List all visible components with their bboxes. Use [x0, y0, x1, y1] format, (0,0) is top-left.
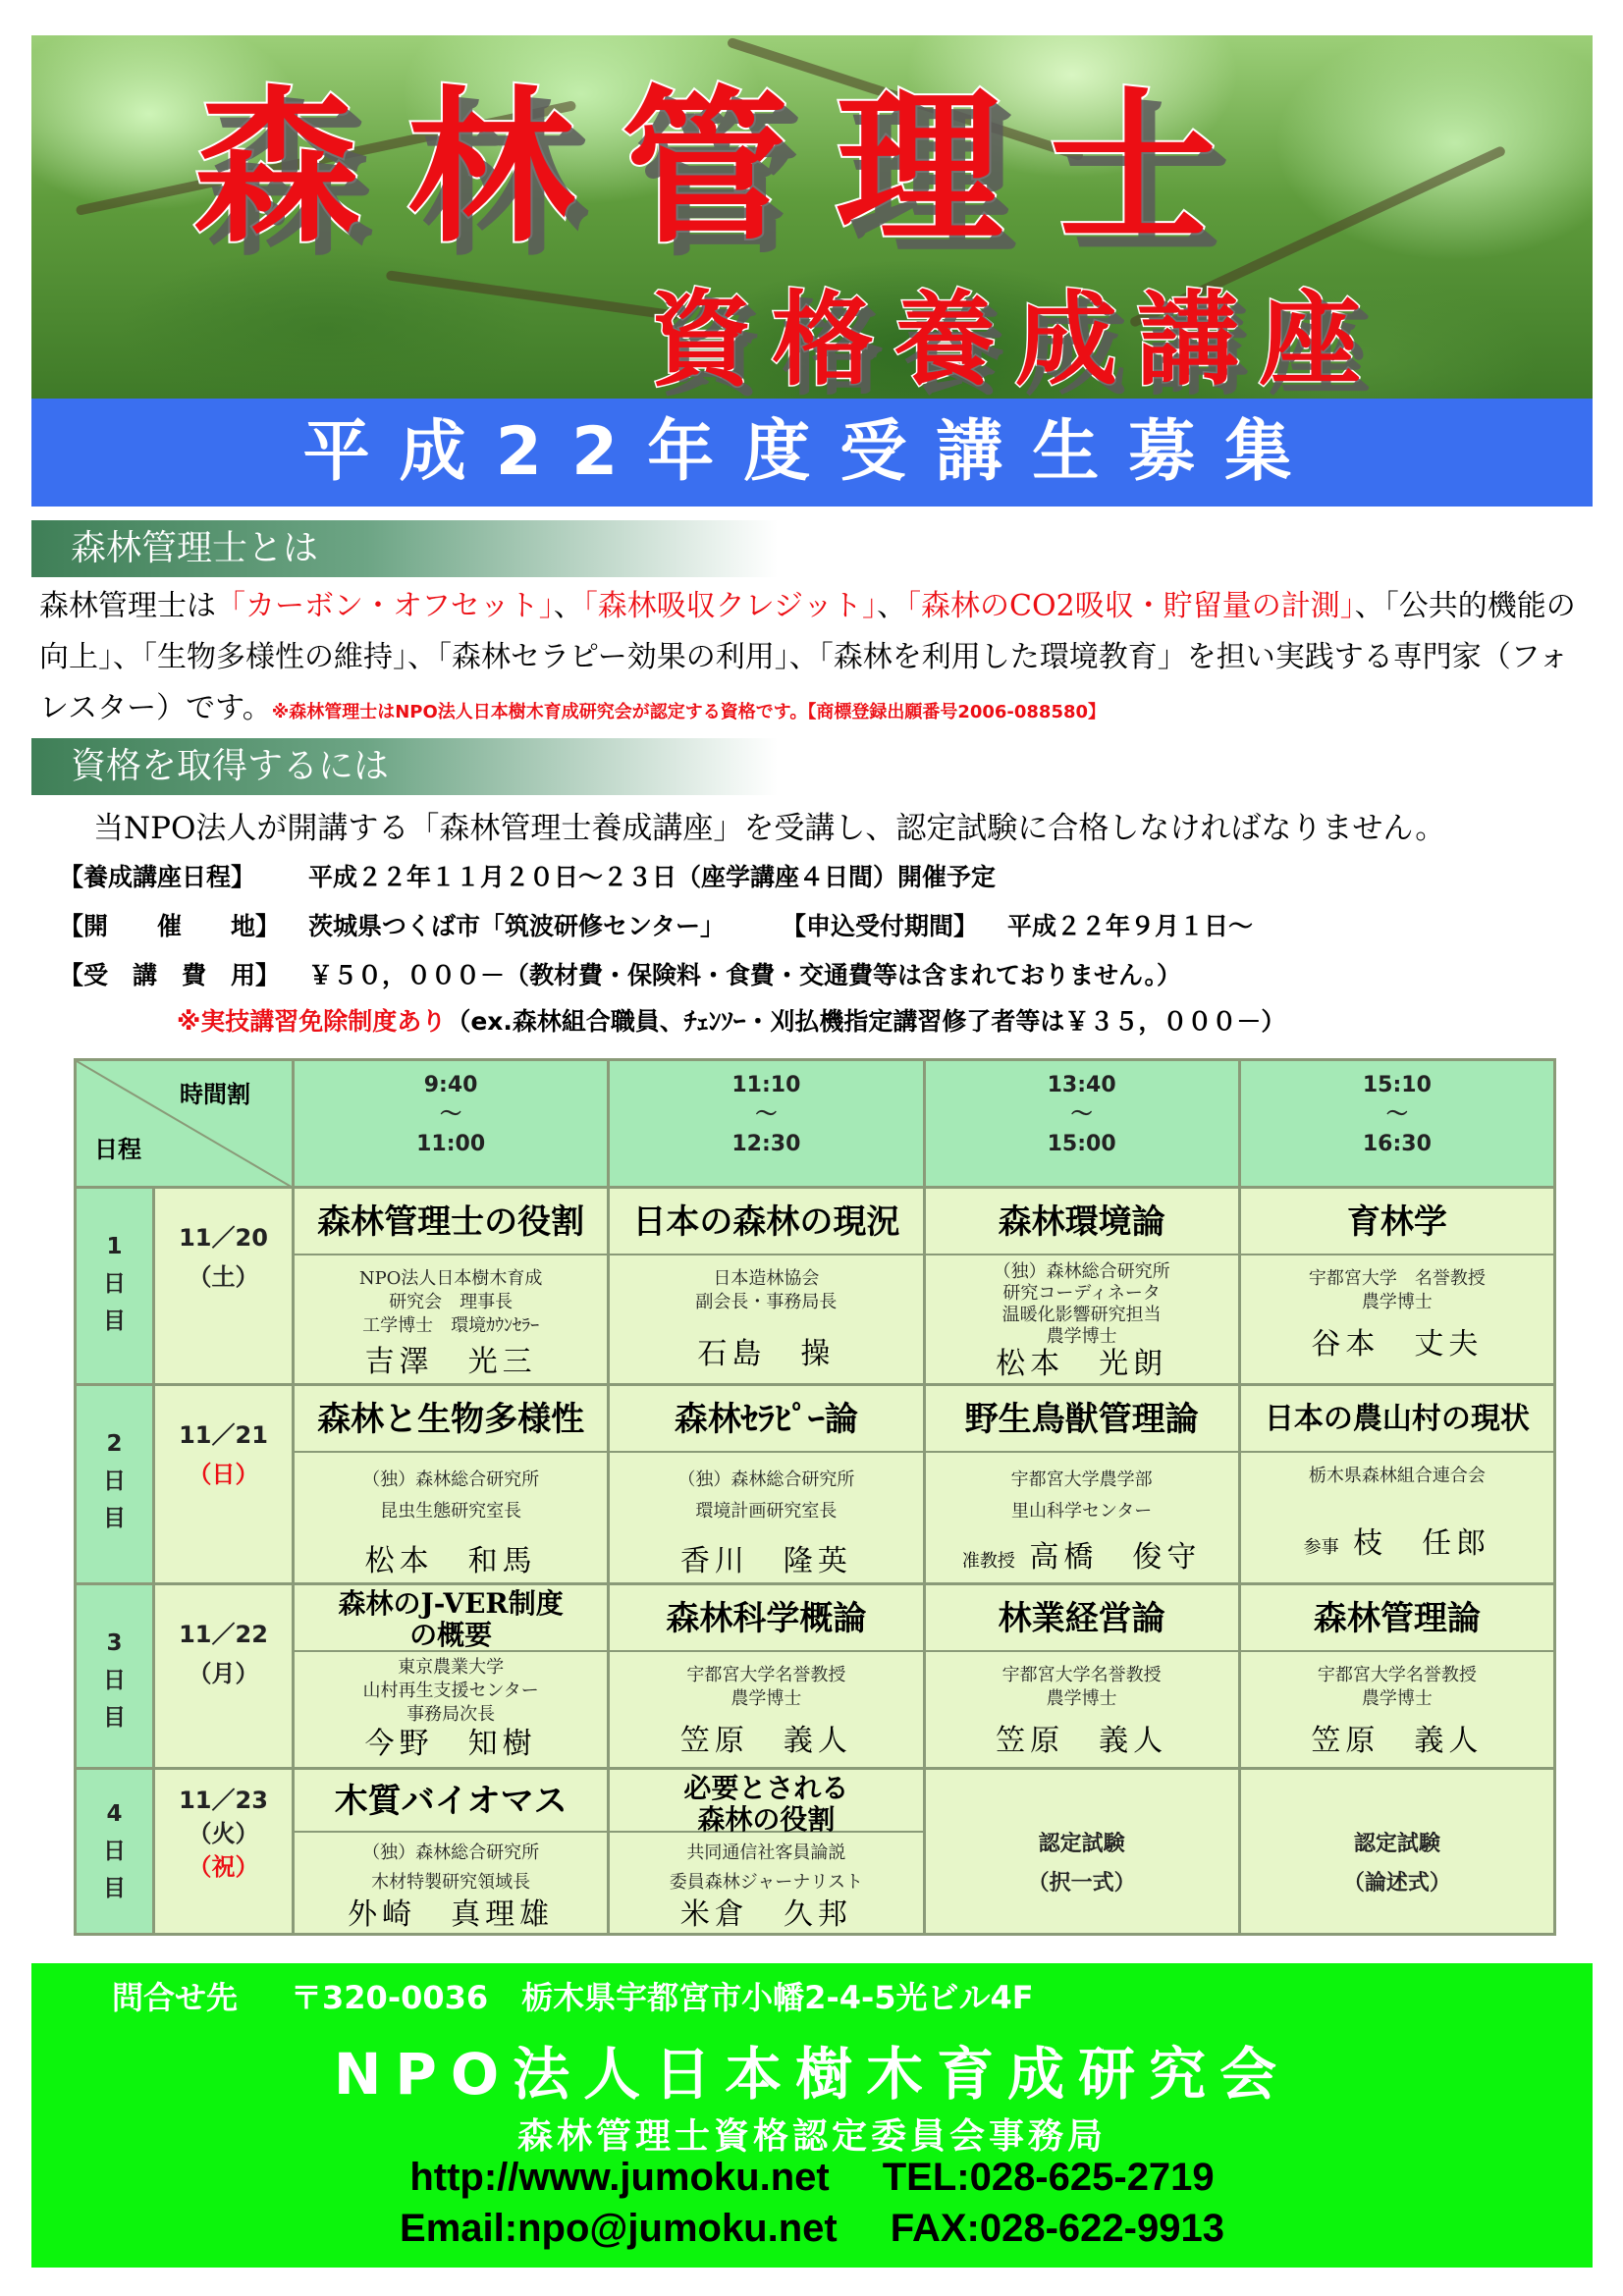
- trademark-note: ※森林管理士はNPO法人日本樹木育成研究会が認定する資格です。【商標登録出願番号2006-088580】: [271, 702, 1107, 722]
- day-unit: 目: [103, 1705, 126, 1731]
- course-title: 育林学: [1241, 1189, 1553, 1255]
- slot-start: 11:10: [731, 1073, 801, 1097]
- course-title: 林業経営論: [926, 1585, 1238, 1652]
- corner-cell: [76, 1060, 294, 1188]
- office-name: 森林管理士資格認定委員会事務局: [516, 2116, 1107, 2157]
- weekday-text: （月）: [188, 1660, 259, 1687]
- info-row-fee: [59, 956, 1181, 991]
- date-cell: [154, 1584, 294, 1769]
- slot-start: 15:10: [1362, 1073, 1432, 1097]
- day-number: 1: [106, 1234, 123, 1259]
- time-slot-1: [294, 1060, 609, 1188]
- time-slot-4: [1239, 1060, 1554, 1188]
- info-value: 茨城県つくば市「筑波研修センター」: [308, 912, 726, 940]
- instructor-name: 高橋 俊守: [1029, 1540, 1202, 1575]
- instructor-affiliation: 宇都宮大学名誉教授: [1317, 1665, 1477, 1685]
- info-label: 【受 講 費 用】: [59, 961, 281, 989]
- course-title: 森林ｾﾗﾋﾟｰ論: [610, 1386, 922, 1453]
- instructor-name: 笠原 義人: [679, 1724, 852, 1758]
- instructor-affiliation: 山村再生支援センター: [362, 1681, 539, 1701]
- instructor-name: 笠原 義人: [996, 1724, 1168, 1758]
- weekday-text: （火）: [188, 1820, 259, 1847]
- course-cell: [294, 1584, 609, 1769]
- instructor-affiliation: 里山科学センター: [1010, 1501, 1153, 1522]
- date-text: 11／23: [179, 1787, 268, 1814]
- instructor-name: 石島 操: [697, 1337, 836, 1371]
- instructor-name: 松本 和馬: [364, 1544, 537, 1578]
- contact-label: 問合せ先: [112, 1979, 239, 2016]
- tree-branch-graphic: [386, 270, 678, 321]
- instructor-affiliation: 環境計画研究室長: [695, 1501, 838, 1522]
- instructor-affiliation: （独）森林総合研究所: [362, 1842, 540, 1863]
- schedule-table: [74, 1058, 1556, 1936]
- day-number-cell: [76, 1188, 154, 1385]
- time-slot-3: [924, 1060, 1239, 1188]
- day-unit: 日: [103, 1271, 126, 1297]
- organization-name: NPO法人日本樹木育成研究会: [333, 2041, 1291, 2108]
- instructor-affiliation: 温暖化影響研究担当: [1001, 1305, 1162, 1325]
- contact-box: [31, 1963, 1593, 2268]
- qualify-lead: 当NPO法人が開講する「森林管理士養成講座」を受講し、認定試験に合格しなければなりません。: [93, 811, 1446, 846]
- exemption-detail: （ex.森林組合職員、ﾁｪﾝｿｰ・刈払機指定講習修了者等は￥３５，０００－）: [446, 1007, 1286, 1036]
- day-unit: 日: [103, 1468, 126, 1494]
- course-title: 日本の森林の現況: [610, 1189, 922, 1255]
- day-number-cell: [76, 1769, 154, 1935]
- date-cell: [154, 1385, 294, 1584]
- info-value: ￥５０，０００－（教材費・保険料・食費・交通費等は含まれておりません。）: [308, 961, 1182, 989]
- holiday-text: （祝）: [188, 1853, 259, 1881]
- instructor-title: 准教授: [961, 1551, 1015, 1572]
- instructor-affiliation: 農学博士: [1361, 1292, 1433, 1312]
- instructor-affiliation: 宇都宮大学農学部: [1010, 1469, 1153, 1490]
- day-number-cell: [76, 1385, 154, 1584]
- info-row-schedule: [59, 858, 996, 893]
- slot-tilde: ～: [755, 1102, 778, 1127]
- instructor-name: 枝 任郎: [1353, 1526, 1491, 1561]
- keyword-carbon-offset: 「カーボン・オフセット」: [216, 589, 554, 623]
- course-title: 森林環境論: [926, 1189, 1238, 1255]
- date-text: 11／21: [179, 1421, 268, 1449]
- time-slot-2: [609, 1060, 924, 1188]
- intro-text: 森林管理士は: [39, 589, 216, 623]
- course-title: 木質バイオマス: [295, 1770, 607, 1833]
- separator: 、: [877, 589, 907, 623]
- keyword-forest-credit: 「森林吸収クレジット」: [582, 589, 878, 623]
- schedule-row-day-1: [76, 1188, 1555, 1385]
- info-value: 平成２２年１１月２０日～２３日（座学講座４日間）開催予定: [308, 863, 997, 891]
- day-unit: 日: [103, 1668, 126, 1693]
- date-cell: [154, 1769, 294, 1935]
- recruit-banner: 平成22年度受講生募集: [31, 399, 1593, 507]
- course-cell: [294, 1385, 609, 1584]
- instructor-affiliation: 東京農業大学: [398, 1657, 505, 1678]
- instructor-affiliation: 宇都宮大学名誉教授: [686, 1665, 846, 1685]
- slot-start: 13:40: [1047, 1073, 1116, 1097]
- instructor-affiliation: 農学博士: [730, 1688, 802, 1709]
- schedule-header-row: [76, 1060, 1555, 1188]
- course-title: 野生鳥獣管理論: [926, 1386, 1238, 1453]
- day-unit: 目: [103, 1308, 126, 1334]
- course-title: の概要: [409, 1619, 493, 1651]
- corner-time-label: 時間割: [180, 1081, 250, 1108]
- slot-end: 11:00: [416, 1132, 486, 1156]
- instructor-affiliation: （独）森林総合研究所: [362, 1469, 540, 1490]
- instructor-name: 外崎 真理雄: [348, 1897, 555, 1932]
- corner-day-label: 日程: [94, 1136, 141, 1163]
- instructor-affiliation: 農学博士: [1361, 1688, 1433, 1709]
- slot-end: 15:00: [1047, 1132, 1116, 1156]
- website-link[interactable]: http://www.jumoku.net: [409, 2156, 830, 2199]
- course-cell: [294, 1188, 609, 1385]
- instructor-affiliation: 共同通信社客員論説: [686, 1842, 846, 1863]
- instructor-affiliation: 日本造林協会: [713, 1268, 820, 1289]
- date-cell: [154, 1188, 294, 1385]
- instructor-affiliation: 農学博士: [1046, 1688, 1117, 1709]
- course-title: 森林と生物多様性: [295, 1386, 607, 1453]
- course-title: 森林管理論: [1241, 1585, 1553, 1652]
- fax: FAX:028-622-9913: [890, 2207, 1224, 2250]
- section-heading-about: 森林管理士とは: [31, 520, 778, 577]
- schedule-row-day-3: [76, 1584, 1555, 1769]
- slot-end: 16:30: [1362, 1132, 1432, 1156]
- about-paragraph: [39, 581, 1591, 738]
- instructor-affiliation: 宇都宮大学 名誉教授: [1308, 1268, 1486, 1289]
- day-number: 2: [106, 1431, 123, 1457]
- info-label: 【申込受付期間】: [782, 912, 979, 940]
- weekday-text: （土）: [188, 1263, 259, 1291]
- info-value: 平成２２年９月１日～: [1007, 912, 1254, 940]
- instructor-affiliation: NPO法人日本樹木育成: [358, 1268, 543, 1289]
- schedule-row-day-4: [76, 1769, 1555, 1935]
- course-title: 森林管理士の役割: [295, 1189, 607, 1255]
- course-cell: [1239, 1584, 1554, 1769]
- address: 栃木県宇都宮市小幡2-4-5光ビル4F: [521, 1979, 1034, 2016]
- weekday-text: （日）: [188, 1461, 259, 1488]
- instructor-affiliation: 昆虫生態研究室長: [380, 1501, 522, 1522]
- slot-tilde: ～: [1070, 1102, 1093, 1127]
- course-cell: [294, 1769, 609, 1935]
- exam-cell: [924, 1769, 1239, 1935]
- instructor-name: 笠原 義人: [1311, 1724, 1484, 1758]
- info-label: 【開 催 地】: [59, 912, 281, 940]
- course-title: 必要とされる: [683, 1772, 849, 1804]
- day-unit: 日: [103, 1839, 126, 1864]
- slot-end: 12:30: [731, 1132, 801, 1156]
- course-cell: [1239, 1385, 1554, 1584]
- instructor-title: 参事: [1303, 1537, 1339, 1558]
- contact-address-line: [31, 1973, 1593, 2018]
- instructor-name: 米倉 久邦: [679, 1897, 852, 1932]
- instructor-affiliation: 栃木県森林組合連合会: [1308, 1466, 1486, 1486]
- exam-label: 認定試験: [1353, 1831, 1440, 1856]
- course-title: 森林のJ-VER制度: [338, 1587, 564, 1620]
- page-title: 森林管理士: [193, 70, 1265, 266]
- telephone: TEL:028-625-2719: [882, 2156, 1215, 2199]
- instructor-affiliation: 工学博士 環境ｶｳﾝｾﾗｰ: [362, 1315, 540, 1336]
- section-heading-qualify: 資格を取得するには: [31, 738, 778, 795]
- keyword-co2-measure: 「森林のCO2吸収・貯留量の計測」: [906, 589, 1355, 623]
- info-label: 【養成講座日程】: [59, 863, 256, 891]
- course-cell: [609, 1188, 924, 1385]
- contact-web-tel: [31, 2156, 1593, 2200]
- slot-tilde: ～: [1385, 1102, 1408, 1127]
- course-title: 日本の農山村の現状: [1241, 1386, 1553, 1453]
- day-unit: 目: [103, 1506, 126, 1531]
- course-cell: [924, 1584, 1239, 1769]
- day-number-cell: [76, 1584, 154, 1769]
- instructor-affiliation: （独）森林総合研究所: [677, 1469, 855, 1490]
- course-cell: [609, 1385, 924, 1584]
- exam-label: 認定試験: [1038, 1831, 1125, 1856]
- instructor-name: 今野 知樹: [364, 1727, 537, 1761]
- slot-tilde: ～: [440, 1102, 462, 1127]
- course-title: 森林科学概論: [610, 1585, 922, 1652]
- course-title: 森林の役割: [697, 1803, 836, 1836]
- instructor-affiliation: 農学博士: [1046, 1326, 1117, 1347]
- instructor-affiliation: 委員森林ジャーナリスト: [669, 1872, 864, 1893]
- contact-mail-fax: [31, 2207, 1593, 2251]
- course-cell: [924, 1188, 1239, 1385]
- day-number: 3: [106, 1630, 123, 1656]
- course-cell: [924, 1385, 1239, 1584]
- intro-text: 、「公共的機能の向上」、「生物多様性の維持」、「森林セラピー効果の利用」、「森林を利用した環境教育」を担い実践する専門家（フォレスター）です。: [39, 589, 1576, 725]
- exam-type: （論述式）: [1342, 1870, 1451, 1896]
- course-cell: [609, 1584, 924, 1769]
- info-row-venue: [59, 907, 1253, 942]
- hero-photo-banner: [31, 35, 1593, 399]
- postal-code: 〒320-0036: [291, 1979, 489, 2016]
- instructor-affiliation: 副会長・事務局長: [695, 1292, 838, 1312]
- instructor-affiliation: 研究会 理事長: [389, 1292, 514, 1312]
- instructor-affiliation: 宇都宮大学名誉教授: [1001, 1665, 1162, 1685]
- exemption-highlight: ※実技講習免除制度あり: [177, 1007, 447, 1036]
- course-cell: [609, 1769, 924, 1935]
- instructor-affiliation: 木材特製研究領域長: [371, 1872, 531, 1893]
- day-unit: 目: [103, 1876, 126, 1901]
- exam-cell: [1239, 1769, 1554, 1935]
- slot-start: 9:40: [423, 1073, 478, 1097]
- date-text: 11／20: [179, 1224, 268, 1252]
- page-subtitle: 資格養成講座: [650, 279, 1381, 399]
- course-cell: [1239, 1188, 1554, 1385]
- instructor-name: 谷本 丈夫: [1311, 1327, 1484, 1362]
- instructor-affiliation: 事務局次長: [406, 1704, 496, 1725]
- email-link[interactable]: Email:npo@jumoku.net: [400, 2207, 838, 2250]
- day-number: 4: [106, 1801, 123, 1827]
- instructor-name: 松本 光朗: [996, 1347, 1168, 1381]
- separator: 、: [553, 589, 583, 623]
- instructor-affiliation: （独）森林総合研究所: [993, 1261, 1170, 1282]
- exemption-note: [177, 1002, 1285, 1038]
- instructor-name: 吉澤 光三: [364, 1345, 537, 1379]
- schedule-row-day-2: [76, 1385, 1555, 1584]
- exam-type: （択一式）: [1027, 1870, 1136, 1896]
- instructor-affiliation: 研究コーディネータ: [1002, 1283, 1161, 1304]
- date-text: 11／22: [179, 1621, 268, 1648]
- instructor-name: 香川 隆英: [679, 1544, 852, 1578]
